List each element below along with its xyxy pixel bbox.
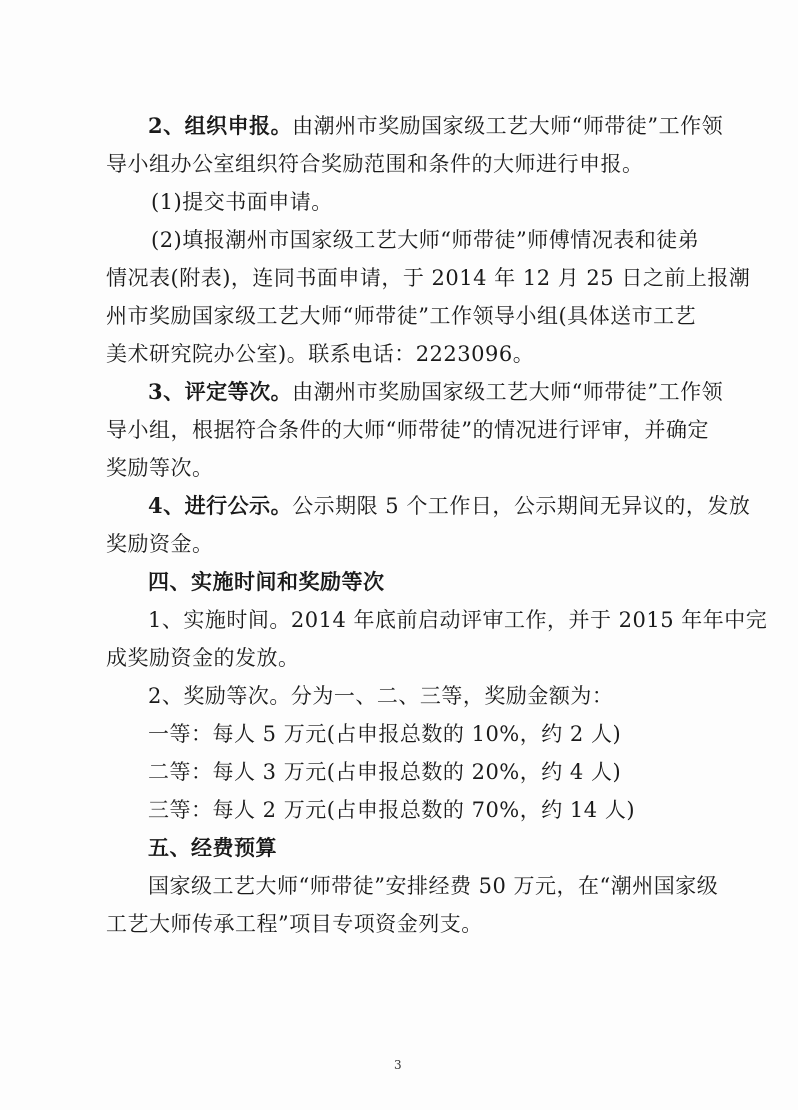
chapter-4-time-line-2: 成奖励资金的发放。 — [106, 646, 300, 670]
section-2-text-1: 由潮州市奖励国家级工艺大师“师带徒”工作领 — [292, 114, 724, 138]
chapter-4-time-line-1: 1、实施时间。2014 年底前启动评审工作，并于 2015 年年中完 — [148, 608, 768, 632]
section-3-line-3: 奖励等次。 — [106, 456, 214, 480]
chapter-5-line-2: 工艺大师传承工程”项目专项资金列支。 — [106, 912, 483, 936]
section-4-line-1 — [148, 491, 750, 521]
item-2-line-3: 州市奖励国家级工艺大师“师带徒”工作领导小组(具体送市工艺 — [106, 304, 697, 328]
chapter-4-rank-1: 一等：每人 5 万元(占申报总数的 10%，约 2 人) — [148, 722, 622, 746]
page-number: 3 — [394, 1058, 402, 1072]
section-2-heading: 2、组织申报。 — [148, 113, 293, 138]
chapter-4-rank-3: 三等：每人 2 万元(占申报总数的 70%，约 14 人) — [148, 798, 636, 822]
section-2-line-2: 导小组办公室组织符合奖励范围和条件的大师进行申报。 — [106, 152, 644, 176]
section-3-line-1 — [148, 377, 723, 407]
item-1-line: (1)提交书面申请。 — [151, 190, 333, 214]
chapter-4-rank-2: 二等：每人 3 万元(占申报总数的 20%，约 4 人) — [148, 760, 622, 784]
section-4-line-2: 奖励资金。 — [106, 532, 214, 556]
chapter-5-line-1: 国家级工艺大师“师带徒”安排经费 50 万元，在“潮州国家级 — [148, 874, 719, 898]
section-2-line-1 — [148, 111, 723, 141]
chapter-5-title: 五、经费预算 — [148, 835, 277, 860]
section-3-heading: 3、评定等次。 — [148, 379, 293, 404]
chapter-4-title: 四、实施时间和奖励等次 — [148, 569, 385, 594]
item-2-line-4: 美术研究院办公室)。联系电话：2223096。 — [106, 342, 535, 366]
chapter-4-rank-intro: 2、奖励等次。分为一、二、三等，奖励金额为： — [148, 684, 614, 708]
section-4-text-1: 公示期限 5 个工作日，公示期间无异议的，发放 — [292, 494, 751, 518]
item-2-line-1: (2)填报潮州市国家级工艺大师“师带徒”师傅情况表和徒弟 — [151, 228, 700, 252]
item-2-line-2: 情况表(附表)，连同书面申请，于 2014 年 12 月 25 日之前上报潮 — [106, 266, 751, 290]
section-4-heading: 4、进行公示。 — [148, 493, 293, 518]
section-3-line-2: 导小组，根据符合条件的大师“师带徒”的情况进行评审，并确定 — [106, 418, 709, 442]
section-3-text-1: 由潮州市奖励国家级工艺大师“师带徒”工作领 — [292, 380, 724, 404]
